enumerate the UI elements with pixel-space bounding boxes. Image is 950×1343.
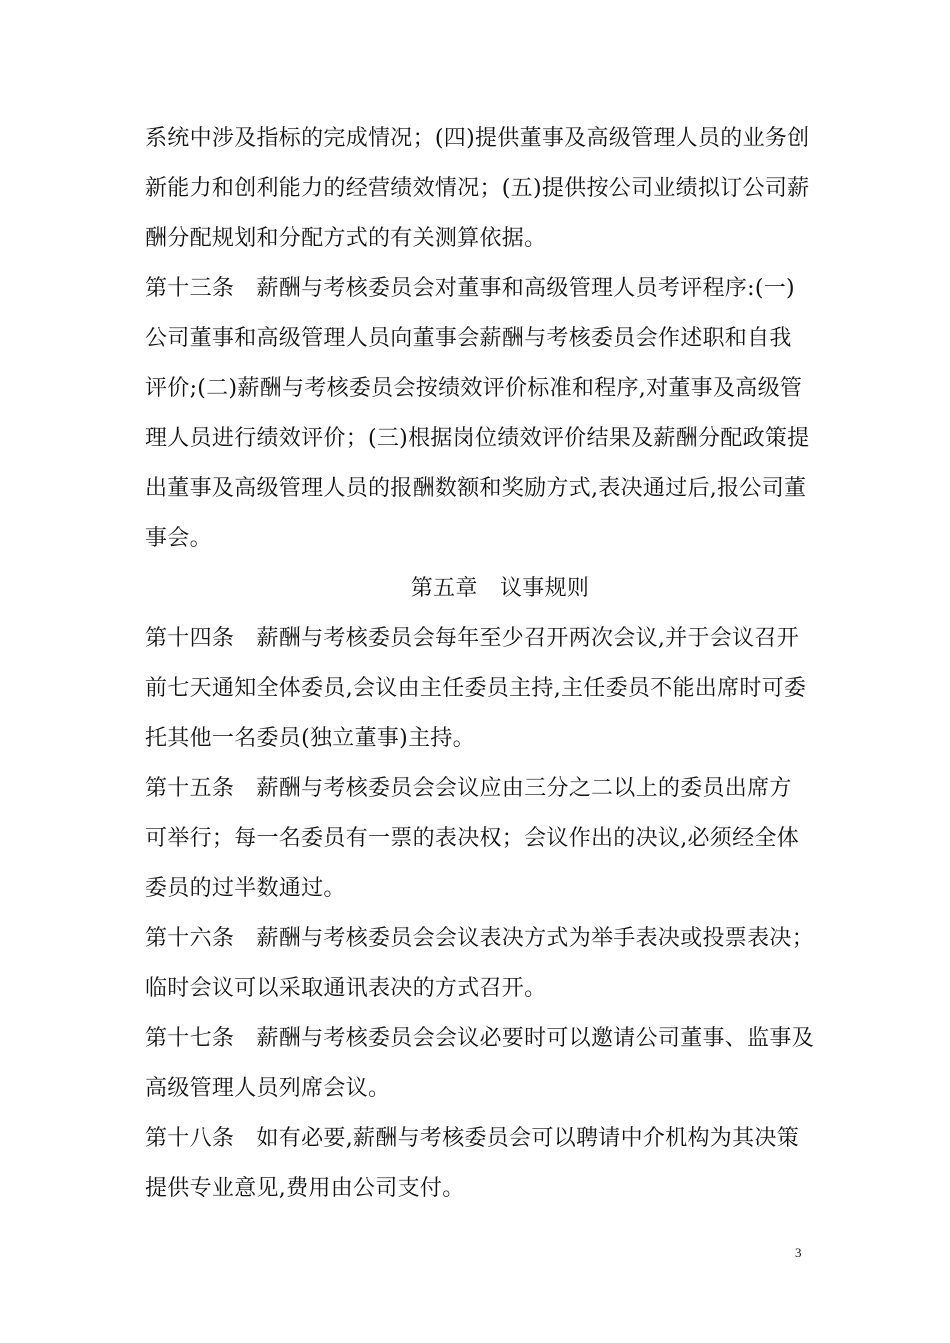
text-line-2: 新能力和创利能力的经营绩效情况；(五)提供按公司业绩拟订公司薪	[145, 176, 810, 201]
article-13-line-4: 理人员进行绩效评价；(三)根据岗位绩效评价结果及薪酬分配政策提	[145, 426, 810, 451]
article-15-line-1: 第十五条 薪酬与考核委员会会议应由三分之二以上的委员出席方	[145, 776, 792, 801]
article-17-line-1: 第十七条 薪酬与考核委员会会议必要时可以邀请公司董事、监事及	[145, 1026, 815, 1051]
article-13-line-3: 评价;(二)薪酬与考核委员会按绩效评价标准和程序,对董事及高级管	[145, 376, 803, 401]
article-16-line-1: 第十六条 薪酬与考核委员会会议表决方式为举手表决或投票表决；	[145, 926, 815, 951]
article-17-line-2: 高级管理人员列席会议。	[145, 1076, 391, 1101]
article-13-line-5: 出董事及高级管理人员的报酬数额和奖励方式,表决通过后,报公司董	[145, 476, 807, 501]
article-14-line-2: 前七天通知全体委员,会议由主任委员主持,主任委员不能出席时可委	[145, 676, 807, 701]
article-18-line-2: 提供专业意见,费用由公司支付。	[145, 1176, 465, 1201]
article-14-line-3: 托其他一名委员(独立董事)主持。	[145, 726, 475, 751]
text-line-3: 酬分配规划和分配方式的有关测算依据。	[145, 226, 547, 251]
article-13-line-1: 第十三条 薪酬与考核委员会对董事和高级管理人员考评程序:(一)	[145, 276, 795, 301]
article-16-line-2: 临时会议可以采取通讯表决的方式召开。	[145, 976, 547, 1001]
chapter-heading: 第五章 议事规则	[410, 576, 590, 601]
article-15-line-3: 委员的过半数通过。	[145, 876, 346, 901]
article-15-line-2: 可举行；每一名委员有一票的表决权；会议作出的决议,必须经全体	[145, 826, 799, 851]
text-line-1: 系统中涉及指标的完成情况；(四)提供董事及高级管理人员的业务创	[145, 126, 810, 151]
article-18-line-1: 第十八条 如有必要,薪酬与考核委员会可以聘请中介机构为其决策	[145, 1126, 799, 1151]
page-number: 3	[795, 1245, 802, 1260]
article-14-line-1: 第十四条 薪酬与考核委员会每年至少召开两次会议,并于会议召开	[145, 626, 799, 651]
article-13-line-2: 公司董事和高级管理人员向董事会薪酬与考核委员会作述职和自我	[145, 326, 792, 351]
article-13-line-6: 事会。	[145, 526, 212, 551]
